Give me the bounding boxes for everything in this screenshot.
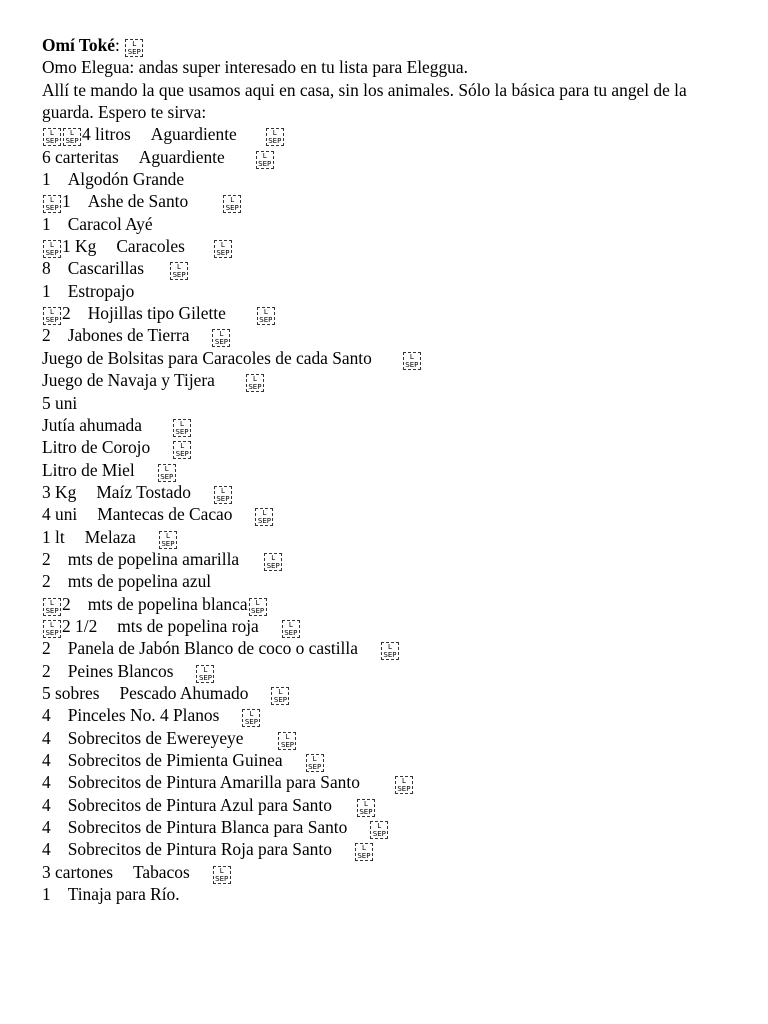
- item-quantity: 1 Kg: [62, 236, 97, 257]
- sep-glyph-icon: L SEP: [266, 128, 284, 146]
- item-quantity: 2: [42, 571, 51, 592]
- item-list: [42, 123, 742, 905]
- item-name: Mantecas de Cacao: [97, 504, 233, 525]
- sep-glyph-icon: L SEP: [242, 709, 260, 727]
- document-page: [42, 34, 742, 905]
- sep-glyph-icon: L SEP: [255, 508, 273, 526]
- item-quantity: 5 sobres: [42, 682, 100, 703]
- list-item: [42, 190, 742, 212]
- sep-glyph-icon: L SEP: [249, 598, 267, 616]
- list-item: [42, 235, 742, 257]
- item-name: Estropajo: [67, 280, 135, 301]
- sep-glyph-icon: L SEP: [278, 732, 296, 750]
- item-name: Melaza: [84, 526, 136, 547]
- sep-glyph-icon: L SEP: [223, 195, 241, 213]
- item-quantity: 2 1/2: [62, 615, 98, 636]
- sep-glyph-icon: L SEP: [306, 754, 324, 772]
- sep-glyph-icon: L SEP: [213, 866, 231, 884]
- list-item: [42, 637, 742, 659]
- item-name: Sobrecitos de Pintura Azul para Santo: [67, 794, 332, 815]
- item-name: mts de popelina blanca: [87, 593, 248, 614]
- sep-glyph-icon: L SEP: [43, 240, 61, 258]
- item-quantity: 3 cartones: [42, 861, 113, 882]
- list-item: [42, 503, 742, 525]
- sep-glyph-icon: L SEP: [357, 799, 375, 817]
- item-name: Tinaja para Río.: [67, 884, 180, 905]
- sep-glyph-icon: L SEP: [256, 151, 274, 169]
- item-name: Caracoles: [116, 236, 185, 257]
- title-colon: :: [114, 35, 120, 55]
- item-name: Sobrecitos de Pintura Amarilla para Santo: [67, 772, 360, 793]
- list-item: [42, 570, 742, 592]
- item-quantity: 2: [42, 660, 51, 681]
- item-name: Juego de Bolsitas para Caracoles de cada Santo: [42, 347, 372, 368]
- sep-glyph-icon: L SEP: [214, 486, 232, 504]
- item-quantity: 4: [42, 772, 51, 793]
- item-quantity: 2: [62, 593, 71, 614]
- sep-glyph-icon: L SEP: [212, 329, 230, 347]
- list-item: [42, 838, 742, 860]
- sep-glyph-icon: L SEP: [125, 39, 143, 57]
- list-item: [42, 771, 742, 793]
- sep-glyph-icon: L SEP: [370, 821, 388, 839]
- list-item: [42, 459, 742, 481]
- sep-glyph-icon: L SEP: [43, 620, 61, 638]
- sep-glyph-icon: L SEP: [170, 262, 188, 280]
- item-quantity: 1: [42, 213, 51, 234]
- item-quantity: 4: [42, 750, 51, 770]
- list-item: [42, 213, 742, 235]
- item-name: Hojillas tipo Gilette: [87, 303, 226, 324]
- list-item: [42, 704, 742, 726]
- item-name: Sobrecitos de Pintura Blanca para Santo: [67, 817, 348, 838]
- list-item: [42, 682, 742, 704]
- title-line: [42, 34, 742, 56]
- item-name: Peines Blancos: [67, 660, 174, 681]
- item-quantity: 1: [62, 191, 71, 212]
- item-quantity: 4 litros: [82, 124, 131, 145]
- list-item: [42, 816, 742, 838]
- item-name: mts de popelina roja: [117, 615, 259, 636]
- sep-glyph-icon: L SEP: [43, 307, 61, 325]
- item-name: Jutía ahumada: [42, 414, 142, 435]
- list-item: [42, 257, 742, 279]
- intro-paragraph: Allí te mando la que usamos aqui en casa, sin los animales. Sólo la básica para tu angel de la guarda. Espero te sirva:: [42, 79, 687, 123]
- item-name: Sobrecitos de Ewereyeye: [67, 727, 244, 748]
- item-name: mts de popelina azul: [67, 571, 212, 592]
- sep-glyph-icon: L SEP: [257, 307, 275, 325]
- greeting-line: Omo Elegua: andas super interesado en tu lista para Eleggua.: [42, 57, 468, 78]
- sep-glyph-icon: L SEP: [173, 441, 191, 459]
- list-item: [42, 302, 742, 324]
- item-quantity: 1: [42, 169, 51, 190]
- list-item: [42, 436, 742, 458]
- item-name: Sobrecitos de Pimienta Guinea: [67, 750, 283, 770]
- item-quantity: 4: [42, 839, 51, 860]
- sep-glyph-icon: L SEP: [282, 620, 300, 638]
- sep-glyph-icon: L SEP: [395, 776, 413, 794]
- item-name: Tabacos: [132, 861, 190, 882]
- item-quantity: 4 uni: [42, 504, 78, 525]
- item-quantity: 1: [42, 884, 51, 905]
- sep-glyph-icon: L SEP: [214, 240, 232, 258]
- list-item: [42, 593, 742, 615]
- item-name: Litro de Corojo: [42, 437, 151, 458]
- item-quantity: 5 uni: [42, 392, 78, 413]
- item-name: mts de popelina amarilla: [67, 548, 240, 569]
- item-name: Litro de Miel: [42, 459, 135, 480]
- sep-glyph-icon: L SEP: [63, 128, 81, 146]
- item-name: Algodón Grande: [67, 169, 185, 190]
- item-quantity: 2: [42, 638, 51, 659]
- list-item: [42, 794, 742, 816]
- sep-glyph-icon: L SEP: [159, 531, 177, 549]
- list-item: [42, 280, 742, 302]
- item-name: Cascarillas: [67, 258, 144, 279]
- sep-glyph-icon: L SEP: [158, 464, 176, 482]
- list-item: [42, 749, 742, 771]
- item-quantity: 8: [42, 258, 51, 279]
- list-item: [42, 883, 742, 905]
- list-item: [42, 615, 742, 637]
- item-quantity: 3 Kg: [42, 481, 77, 502]
- item-quantity: 4: [42, 727, 51, 748]
- item-quantity: 1: [42, 280, 51, 301]
- item-name: Jabones de Tierra: [67, 325, 190, 346]
- list-item: [42, 861, 742, 883]
- list-item: [42, 324, 742, 346]
- author-name: Omí Toké: [42, 35, 115, 55]
- list-item: [42, 347, 742, 369]
- sep-glyph-icon: L SEP: [403, 352, 421, 370]
- list-item: [42, 727, 742, 749]
- list-item: [42, 414, 742, 436]
- sep-glyph-icon: L SEP: [43, 128, 61, 146]
- item-quantity: 2: [42, 325, 51, 346]
- item-quantity: 2: [62, 303, 71, 324]
- list-item: [42, 481, 742, 503]
- sep-glyph-icon: L SEP: [381, 642, 399, 660]
- sep-glyph-icon: L SEP: [196, 665, 214, 683]
- item-quantity: 4: [42, 705, 51, 726]
- sep-glyph-icon: L SEP: [355, 843, 373, 861]
- sep-glyph-icon: L SEP: [173, 419, 191, 437]
- sep-glyph-icon: L SEP: [264, 553, 282, 571]
- item-quantity: 6 carteritas: [42, 146, 119, 167]
- item-quantity: 4: [42, 817, 51, 838]
- list-item: [42, 168, 742, 190]
- item-name: Aguardiente: [138, 146, 225, 167]
- item-name: Caracol Ayé: [67, 213, 153, 234]
- item-name: Panela de Jabón Blanco de coco o castilla: [67, 638, 358, 659]
- item-quantity: 4: [42, 794, 51, 815]
- sep-glyph-icon: L SEP: [246, 374, 264, 392]
- list-item: [42, 369, 742, 391]
- item-name: Aguardiente: [150, 124, 237, 145]
- list-item: [42, 392, 742, 414]
- sep-glyph-icon: L SEP: [43, 195, 61, 213]
- list-item: [42, 548, 742, 570]
- item-quantity: 1 lt: [42, 526, 65, 547]
- list-item: [42, 660, 742, 682]
- item-name: Pescado Ahumado: [119, 682, 249, 703]
- list-item: [42, 526, 742, 548]
- sep-glyph-icon: L SEP: [271, 687, 289, 705]
- item-name: Sobrecitos de Pintura Roja para Santo: [67, 839, 332, 860]
- list-item: [42, 123, 742, 145]
- item-name: Maíz Tostado: [96, 481, 191, 502]
- item-name: Juego de Navaja y Tijera: [42, 370, 215, 391]
- sep-glyph-icon: L SEP: [43, 598, 61, 616]
- list-item: [42, 146, 742, 168]
- item-name: Pinceles No. 4 Planos: [67, 705, 220, 726]
- item-quantity: 2: [42, 548, 51, 569]
- item-name: Ashe de Santo: [87, 191, 189, 212]
